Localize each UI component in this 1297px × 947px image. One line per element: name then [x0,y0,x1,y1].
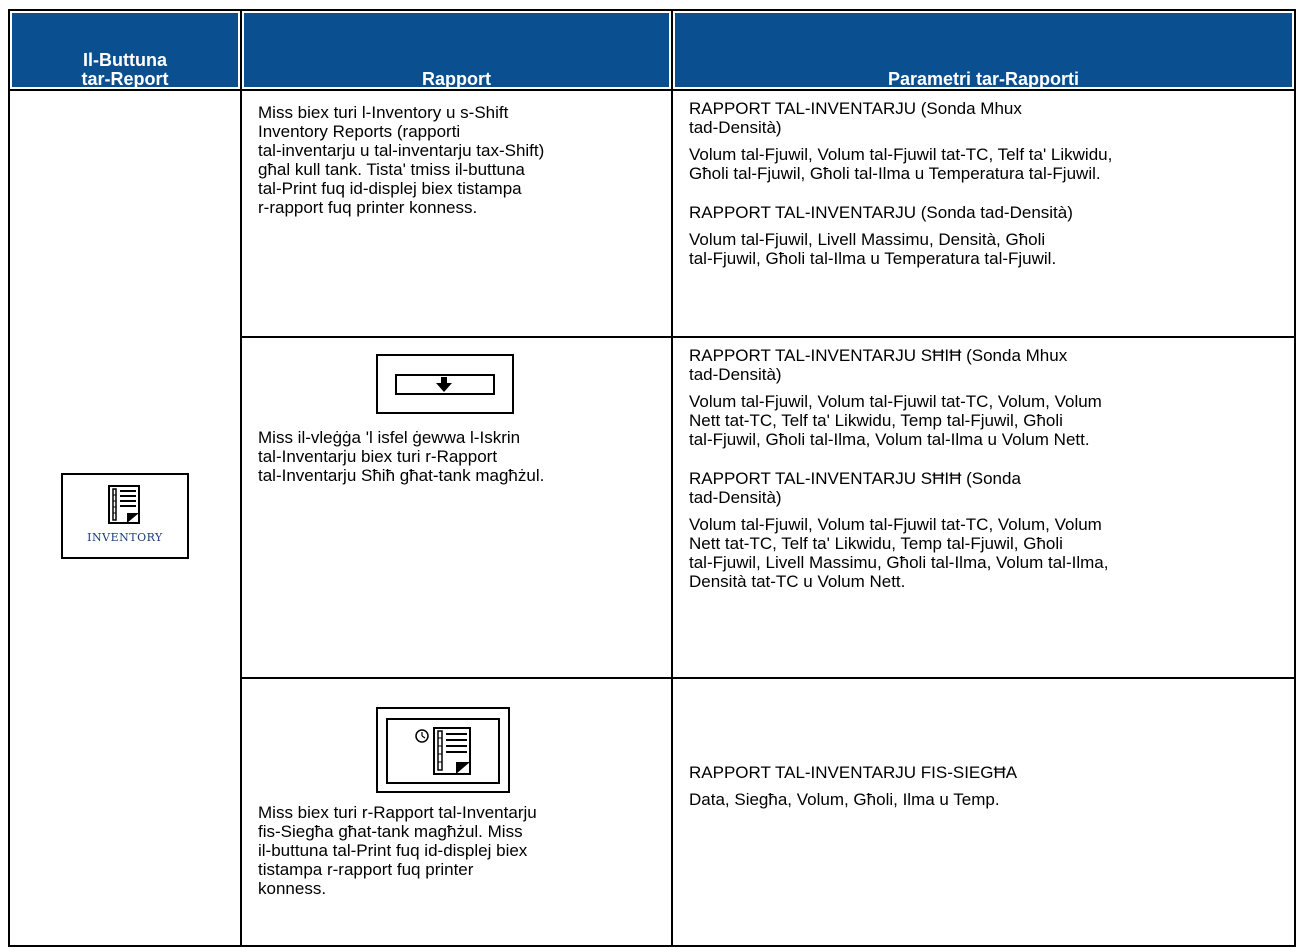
param-text: Volum tal-Fjuwil, Volum tal-Fjuwil tat-TC, Telf ta' Likwidu, Għoli tal-Fjuwil, Għoli tal-Ilma u Temperatura tal-Fjuwil. [689,145,1113,183]
inventory-button-label: INVENTORY [87,531,163,544]
report-parameters [672,90,1295,337]
report-description [241,337,672,678]
inventory-report-icon [107,485,143,525]
report-description [241,678,672,946]
report-description-text: Miss biex turi r-Rapport tal-Inventarju fis-Siegħa għat-tank magħżul. Miss il-buttuna tal-Print fuq id-displej biex tistampa r-rapport fuq printer konness. [258,803,537,898]
report-description-text: Miss biex turi l-Inventory u s-Shift Inventory Reports (rapporti tal-inventarju u tal-inventarju tax-Shift) għal kull tank. Tista' tmiss il-buttuna tal-Print fuq id-displej biex tistampa r-rapport fuq printer konness. [258,103,545,217]
report-description-text: Miss il-vleġġa 'l isfel ġewwa l-Iskrin tal-Inventarju biex turi r-Rapport tal-Inventarju Sħiħ għat-tank magħżul. [258,428,545,485]
report-buttons-table [8,9,1296,947]
inventory-history-icon [413,726,475,778]
param-text: Volum tal-Fjuwil, Volum tal-Fjuwil tat-TC, Volum, Volum Nett tat-TC, Telf ta' Likwidu, Temp tal-Fjuwil, Għoli tal-Fjuwil, Livell Massimu, Għoli tal-Ilma, Volum tal-Ilma, Densità tat-TC u Volum Nett. [689,515,1109,591]
report-parameters [672,337,1295,678]
header-report-parameters: Parametri tar-Rapporti [672,10,1295,90]
header-report: Rapport [241,10,672,90]
header-report-button [9,10,241,90]
report-parameters [672,678,1295,946]
header-report-button-line1: Il-Buttuna [83,50,167,70]
inventory-button[interactable] [61,473,189,559]
table-header-row [9,10,1295,90]
param-text: Volum tal-Fjuwil, Volum tal-Fjuwil tat-TC, Volum, Volum Nett tat-TC, Telf ta' Likwidu, Temp tal-Fjuwil, Għoli tal-Fjuwil, Għoli tal-Ilma, Volum tal-Ilma u Volum Nett. [689,392,1102,449]
param-title: RAPPORT TAL-INVENTARJU (Sonda tad-Densità) [689,203,1073,222]
inventory-history-button[interactable] [386,718,500,784]
report-button-cell [9,90,241,946]
down-arrow-icon [434,377,454,393]
param-text: Data, Siegħa, Volum, Għoli, Ilma u Temp. [689,790,1000,809]
header-report-button-line2: tar-Report [81,69,169,89]
down-arrow-button[interactable] [395,374,495,395]
param-title: RAPPORT TAL-INVENTARJU (Sonda Mhux tad-Densità) [689,99,1022,137]
param-title: RAPPORT TAL-INVENTARJU SĦIĦ (Sonda Mhux tad-Densità) [689,346,1068,384]
down-arrow-panel [376,354,514,414]
table-row [9,90,1295,337]
param-title: RAPPORT TAL-INVENTARJU SĦIĦ (Sonda tad-Densità) [689,469,1021,507]
inventory-history-panel [376,707,510,793]
report-description [241,90,672,337]
param-text: Volum tal-Fjuwil, Livell Massimu, Densità, Għoli tal-Fjuwil, Għoli tal-Ilma u Temperatura tal-Fjuwil. [689,230,1057,268]
param-title: RAPPORT TAL-INVENTARJU FIS-SIEGĦA [689,763,1018,782]
